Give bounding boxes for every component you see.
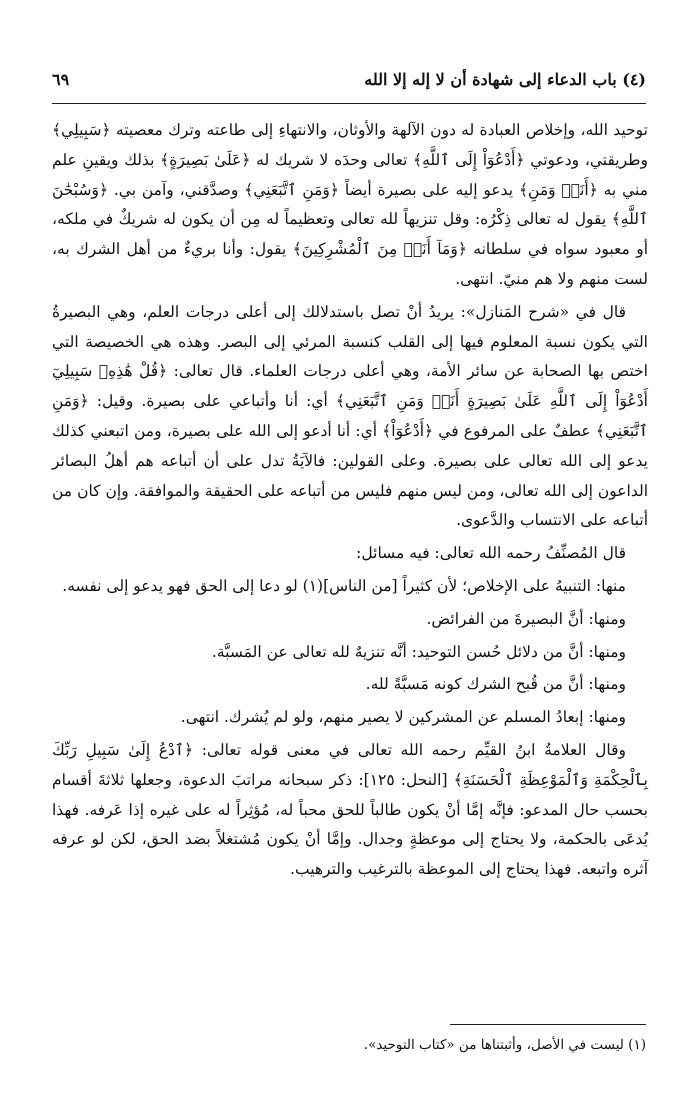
- paragraph-ibn-al-qayyim: وقال العلامةُ ابنُ القيِّم رحمه الله تعالى في معنى قوله تعالى: ﴿ٱدْعُ إِلَىٰ سَبِيلِ رَبِّكَ بِٱلْحِكْمَةِ وَٱلْمَوْعِظَةِ ٱلْحَسَنَةِ﴾ [النحل: ١٢٥]: ذكر سبحانه مراتبَ الدعوة، وجعلها ثلاثةَ أقسام بحسب حال المدعو: فإنَّه إمَّا أنْ يكون طالباً للحق محباً له، مُؤثِراً له على غيره إذا عَرفه. فهذا يُدعَى بالحكمة، ولا يحتاج إلى موعظةٍ وجدال. وإمَّا أنْ يكون مُشتغلاً بضد الحق، لكن لو عرفه آثره واتبعه. فهذا يحتاج إلى الموعظة بالترغيب والترهيب.: [52, 740, 648, 879]
- page-header: [52, 64, 646, 94]
- page-number: ٦٩: [52, 69, 70, 89]
- footnote: (١) ليست في الأصل، وأثبتناها من «كتاب التوحيد».: [363, 1037, 646, 1053]
- paragraph-masala-1: منها: التنبيهُ على الإخلاص؛ لأن كثيراً [من الناس](١) لو دعا إلى الحق فهو يدعو إلى نفسه.: [62, 576, 626, 595]
- footnote-divider: [450, 1024, 646, 1025]
- main-text: [52, 116, 648, 888]
- paragraph-tafsir-continuation: توحيد الله، وإخلاص العبادة له دون الآلهة والأوثان، والانتهاءِ إلى طاعته وترك معصيته ﴿سَبِيلِي﴾ وطريقتي، ودعوتي ﴿أَدْعُوٓاْ إِلَى ٱللَّهِ﴾ تعالى وحدَه لا شريك له ﴿عَلَىٰ بَصِيرَةٍ﴾ بذلك ويقينِ علم مني به ﴿أَنَا۠ وَمَنِ﴾ يدعو إليه على بصيرة أيضاً ﴿وَمَنِ ٱتَّبَعَنِي﴾ وصدَّقني، وآمن بي. ﴿وَسُبْحَٰنَ ٱللَّهِ﴾ يقول له تعالى ذِكْرُه: وقل تنزيهاً لله تعالى وتعظيماً له مِن أن يكون له شريكٌ في ملكه، أو معبود سواه في سلطانه ﴿وَمَآ أَنَا۠ مِنَ ٱلْمُشْرِكِينَ﴾ يقول: وأنا بريءٌ من أهل الشرك به، لست منهم ولا هم منيّ. انتهى.: [52, 121, 648, 288]
- paragraph-masala-2: ومنها: أنَّ البصيرةَ من الفرائض.: [426, 609, 626, 628]
- chapter-title: (٤) باب الدعاء إلى شهادة أن لا إله إلا الله: [364, 69, 646, 89]
- paragraph-masala-3: ومنها: أنَّ من دلائل حُسن التوحيد: أنَّه تنزيهٌ لله تعالى عن المَسبَّة.: [211, 642, 626, 661]
- paragraph-masala-5: ومنها: إبعادُ المسلم عن المشركين لا يصير منهم، ولو لم يُشرك. انتهى.: [180, 708, 626, 727]
- paragraph-masala-4: ومنها: أنَّ من قُبح الشرك كونه مَسبَّةً لله.: [365, 675, 626, 694]
- paragraph-sharh-al-manazil: قال في «شرح المَنازل»: يريدُ أنْ تصل باستدلالك إلى أعلى درجات العلم، وهي البصيرةُ التي يكون نسبة المعلوم فيها إلى القلب كنسبة المرئي إلى البصر. وهذه هي الخصيصة التي اختص بها الصحابة عن سائر الأمة، وهي أعلى درجات العلماء. قال تعالى: ﴿قُلْ هَٰذِهِۦ سَبِيلِيٓ أَدْعُوٓاْ إِلَى ٱللَّهِ عَلَىٰ بَصِيرَةٍ أَنَا۠ وَمَنِ ٱتَّبَعَنِي﴾ أي: أنا وأتباعي على بصيرة. وقيل: ﴿وَمَنِ ٱتَّبَعَنِي﴾ عطفٌ على المرفوع في ﴿أَدْعُوٓاْ﴾ أي: أنا أدعو إلى الله على بصيرة، ومن اتبعني كذلك يدعو إلى الله تعالى على بصيرة. وعلى القولين: فالآيَةُ تدل على أن أتباعه هم أهلُ البصائر الداعون إلى الله تعالى، ومن ليس منهم فليس من أتباعه على الحقيقة والموافقة. وإن كان من أتباعه على الانتساب والدَّعوى.: [52, 302, 648, 530]
- paragraph-masail-intro: قال المُصنِّفُ رحمه الله تعالى: فيه مسائل:: [356, 544, 626, 563]
- header-divider: [52, 103, 646, 104]
